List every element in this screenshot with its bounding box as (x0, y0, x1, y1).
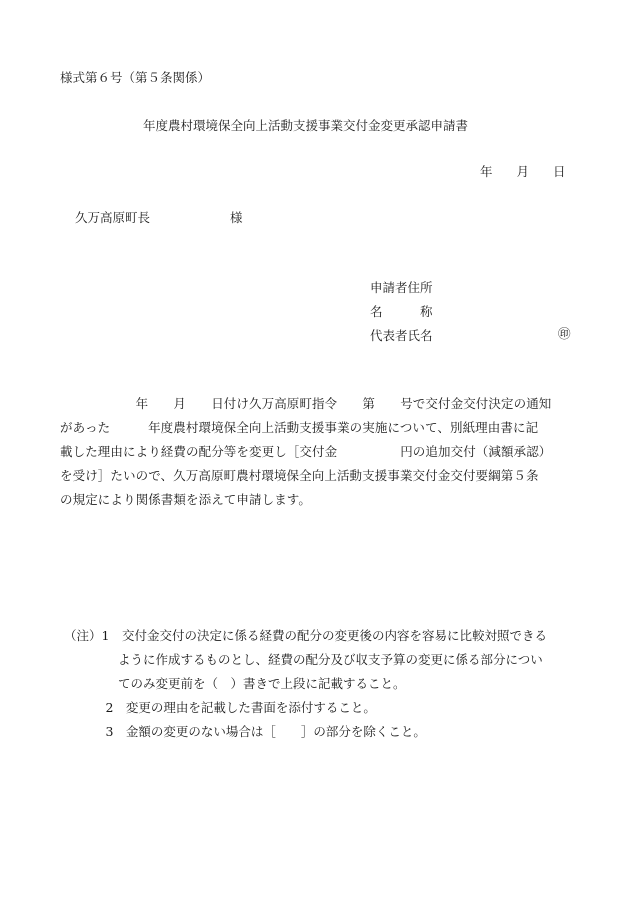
application-body (60, 392, 574, 512)
body-line: の規定により関係書類を添えて申請します。 (60, 492, 312, 507)
note-line: てのみ変更前を（ ）書きで上段に記載すること。 (64, 676, 406, 691)
date-month: 月 (516, 164, 530, 179)
applicant-name-label: 名 称 (370, 304, 433, 319)
applicant-block (370, 278, 433, 350)
date-day: 日 (553, 164, 566, 179)
applicant-representative-label: 代表者氏名 (370, 328, 433, 343)
body-line: があった 年度農村環境保全向上活動支援事業の実施について、別紙理由書に記 (60, 420, 539, 435)
seal-mark: ㊞ (558, 326, 571, 341)
note-line: 3 金額の変更のない場合は［ ］の部分を除くこと。 (64, 724, 426, 739)
date-line (480, 162, 566, 180)
note-line: 2 変更の理由を記載した書面を添付すること。 (64, 700, 376, 715)
addressee-honorific: 様 (230, 210, 243, 225)
addressee-name: 久万高原町長 (75, 210, 151, 225)
body-line: を受け］たいので、久万高原町農村環境保全向上活動支援事業交付金交付要綱第５条 (60, 468, 539, 483)
note-line: （注）1 交付金交付の決定に係る経費の配分の変更後の内容を容易に比較対照できる (64, 628, 547, 643)
body-line: 年 月 日付け久万高原町指令 第 号で交付金交付決定の通知 (60, 396, 552, 411)
form-number: 様式第６号（第５条関係） (60, 70, 211, 85)
applicant-address-label: 申請者住所 (370, 280, 433, 295)
body-line: 載した理由により経費の配分等を変更し［交付金 円の追加交付（減額承認） (60, 444, 552, 459)
note-line: ように作成するものとし、経費の配分及び収支予算の変更に係る部分につい (64, 652, 543, 667)
date-year: 年 (480, 164, 493, 179)
notes-section (64, 624, 547, 744)
addressee (75, 208, 243, 226)
document-title: 年度農村環境保全向上活動支援事業交付金変更承認申請書 (143, 118, 469, 133)
